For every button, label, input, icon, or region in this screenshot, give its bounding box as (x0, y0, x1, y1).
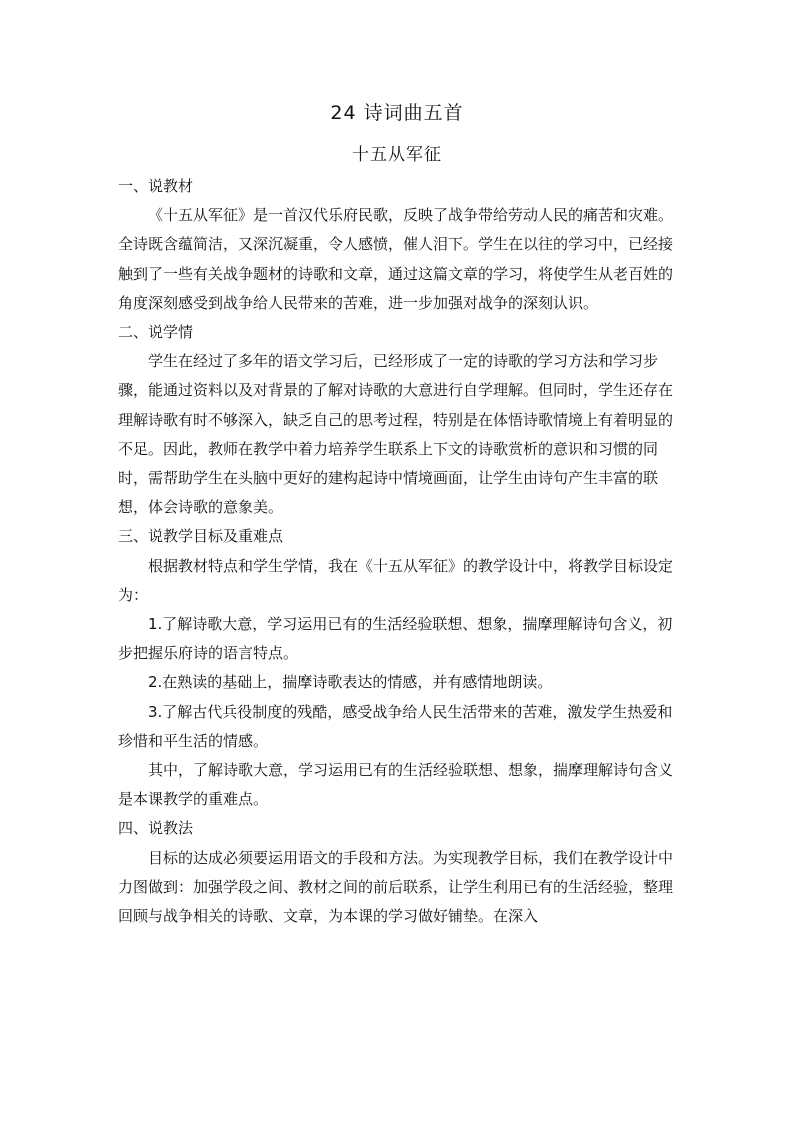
document-title: 24 诗词曲五首 (330, 102, 464, 124)
section-heading: 二、说学情 (118, 323, 194, 342)
document-body (118, 172, 684, 931)
document-subtitle: 十五从军征 (352, 145, 442, 165)
section-heading: 三、说教学目标及重难点 (118, 527, 284, 546)
section-paragraph: 目标的达成必须要运用语文的手段和方法。为实现教学目标，我们在教学设计中力图做到：加强学段之间、教材之间的前后联系，让学生利用已有的生活经验，整理回顾与战争相关的诗歌、文章，为本课的学习做好铺垫。在深入 (118, 848, 674, 926)
section-heading: 一、说教材 (118, 177, 194, 195)
section-paragraph: 学生在经过了多年的语文学习后，已经形成了一定的诗歌的学习方法和学习步骤，能通过资料以及对背景的了解对诗歌的大意进行自学理解。但同时，学生还存在理解诗歌有时不够深入，缺乏自己的思考过程，特别是在体悟诗歌情境上有着明显的不足。因此，教师在教学中着力培养学生联系上下文的诗歌赏析的意识和习惯的同时，需帮助学生在头脑中更好的建构起诗中情境画面，让学生由诗句产生丰富的联想，体会诗歌的意象美。 (118, 352, 674, 517)
section-heading: 四、说教法 (118, 819, 194, 838)
goal-item: 3.了解古代兵役制度的残酷，感受战争给人民生活带来的苦难，激发学生热爱和珍惜和平生活的情感。 (118, 702, 673, 750)
section-paragraph: 《十五从军征》是一首汉代乐府民歌，反映了战争带给劳动人民的痛苦和灾难。全诗既含蕴简洁，又深沉凝重，令人感愤，催人泪下。学生在以往的学习中，已经接触到了一些有关战争题材的诗歌和文章，通过这篇文章的学习，将使学生从老百姓的角度深刻感受到战争给人民带来的苦难，进一步加强对战争的深刻认识。 (118, 206, 674, 312)
goal-item: 2.在熟读的基础上，揣摩诗歌表达的情感，并有感情地朗读。 (148, 673, 553, 692)
section-intro: 根据教材特点和学生学情，我在《十五从军征》的教学设计中，将教学目标设定为： (118, 556, 674, 604)
section-closing: 其中，了解诗歌大意，学习运用已有的生活经验联想、想象，揣摩理解诗句含义是本课教学的重难点。 (118, 761, 674, 809)
goal-item: 1.了解诗歌大意，学习运用已有的生活经验联想、想象，揣摩理解诗句含义，初步把握乐府诗的语言特点。 (118, 615, 673, 663)
